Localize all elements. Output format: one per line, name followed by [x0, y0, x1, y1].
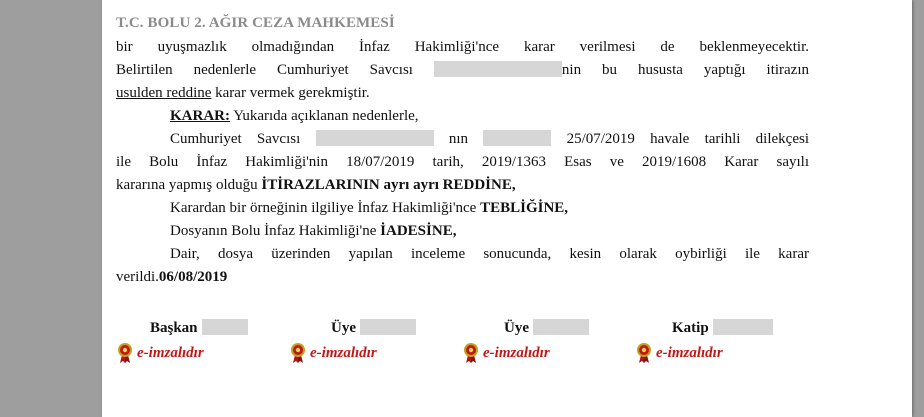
- bold-text: İADESİNE,: [380, 223, 457, 239]
- karar-label: KARAR:: [170, 108, 230, 124]
- e-signature: [116, 342, 248, 364]
- e-signature-label: e-imzalıdır: [137, 344, 204, 361]
- redacted-name: [360, 319, 416, 335]
- signature-uye-2: [462, 319, 589, 364]
- signature-title: Başkan: [150, 320, 198, 336]
- redacted-name: [713, 319, 773, 335]
- signature-title-row: [289, 319, 416, 337]
- text-span: Belirtilen nedenlerle Cumhuriyet Savcısı: [116, 62, 413, 78]
- text-span: kararına yapmış olduğu: [116, 177, 262, 193]
- redacted-name: [316, 130, 434, 146]
- text-span: nin bu hususta yaptığı itirazın: [561, 62, 810, 78]
- text-span: ile Bolu İnfaz Hakimliği'nin 18/07/2019 tarih, 2019/1363 Esas ve 2019/1608 Karar sayılı: [116, 154, 809, 170]
- seal-icon: [116, 342, 134, 364]
- text-span: Dosyanın Bolu İnfaz Hakimliği'ne: [170, 223, 381, 239]
- text-line: [116, 174, 809, 197]
- e-signature: [462, 342, 589, 364]
- seal-icon: [462, 342, 480, 364]
- redacted-name: [434, 61, 562, 77]
- e-signature-label: e-imzalıdır: [656, 344, 723, 361]
- signature-uye-1: [289, 319, 416, 364]
- e-signature: [635, 342, 773, 364]
- e-signature-label: e-imzalıdır: [310, 344, 377, 361]
- text-line: [116, 59, 809, 82]
- text-span: bir uyuşmazlık olmadığından İnfaz Hakimliği'nce karar verilmesi de beklenmeyecektir.: [116, 39, 809, 55]
- text-span: karar vermek gerekmiştir.: [211, 85, 370, 101]
- decision-date: 06/08/2019: [158, 269, 228, 285]
- signature-title-row: [462, 319, 589, 337]
- redacted-name: [202, 319, 248, 335]
- e-signature-label: e-imzalıdır: [483, 344, 550, 361]
- decision-body: [116, 36, 809, 289]
- signature-row: [102, 319, 912, 379]
- court-header: T.C. BOLU 2. AĞIR CEZA MAHKEMESİ: [116, 15, 395, 31]
- signature-title-row: [116, 319, 248, 337]
- text-span: Karardan bir örneğinin ilgiliye İnfaz Hakimliği'nce: [170, 200, 481, 216]
- signature-katip: [635, 319, 773, 364]
- text-line: [116, 243, 809, 266]
- text-line: [116, 266, 809, 289]
- seal-icon: [635, 342, 653, 364]
- text-span: Dair, dosya üzerinden yapılan inceleme sonucunda, kesin olarak oybirliği ile karar: [170, 246, 809, 262]
- bold-text: İTİRAZLARININ ayrı ayrı REDDİNE,: [261, 177, 516, 193]
- underlined-text: usulden reddine: [116, 85, 212, 101]
- redacted-name: [533, 319, 589, 335]
- redacted-name: [483, 130, 551, 146]
- signature-title: Katip: [672, 320, 709, 336]
- text-span: nın: [448, 131, 468, 147]
- text-line: [116, 128, 809, 151]
- document-page: [102, 0, 912, 417]
- text-line: [116, 220, 809, 243]
- signature-title: Üye: [504, 320, 529, 336]
- text-span: verildi.: [116, 269, 159, 285]
- text-span: 25/07/2019 havale tarihli dilekçesi: [566, 131, 809, 147]
- signature-baskan: [116, 319, 248, 364]
- bold-text: TEBLİĞİNE,: [480, 200, 569, 216]
- seal-icon: [289, 342, 307, 364]
- e-signature: [289, 342, 416, 364]
- text-line: [116, 82, 809, 105]
- text-span: Cumhuriyet Savcısı: [170, 131, 301, 147]
- text-line: [116, 36, 809, 59]
- signature-title: Üye: [331, 320, 356, 336]
- karar-line: [116, 105, 809, 128]
- text-span: Yukarıda açıklanan nedenlerle,: [230, 108, 419, 124]
- text-line: [116, 197, 809, 220]
- text-line: [116, 151, 809, 174]
- signature-title-row: [635, 319, 773, 337]
